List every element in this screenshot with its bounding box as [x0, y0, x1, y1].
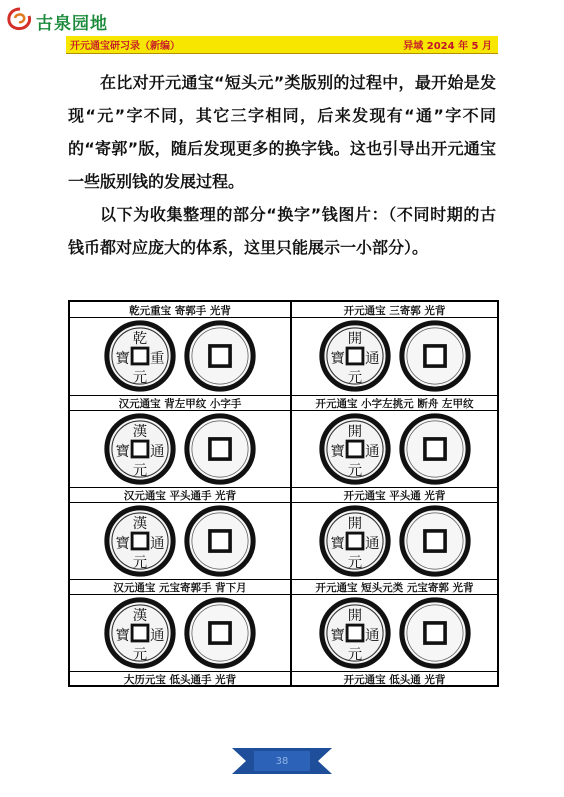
coin-obverse-image — [319, 597, 391, 669]
coin-character: 寶 — [330, 628, 345, 645]
coin-character: 寶 — [115, 351, 130, 368]
coin-character: 通 — [364, 444, 379, 461]
coin-reverse-image — [184, 597, 256, 669]
coin-character: 通 — [150, 444, 165, 461]
coin-caption: 开元通宝 平头通 光背 — [343, 490, 446, 502]
coin-character: 寶 — [115, 536, 130, 553]
coin-character: 開 — [347, 424, 362, 441]
coin-caption: 开元通宝 小字左挑元 断舟 左甲纹 — [315, 398, 474, 410]
coin-character: 通 — [364, 628, 379, 645]
header-issue-date: 异域 2024 年 5 月 — [403, 41, 492, 52]
coin-reverse-image — [399, 413, 471, 485]
coin-character: 寶 — [330, 351, 345, 368]
coin-character: 通 — [150, 628, 165, 645]
coin-character: 漢 — [132, 608, 148, 625]
page-number-badge — [232, 748, 332, 774]
coin-character: 元 — [347, 462, 362, 479]
grid-divider-horizontal — [70, 502, 497, 503]
site-logo — [6, 6, 126, 32]
coin-character: 開 — [347, 331, 362, 348]
coin-reverse-image — [184, 320, 256, 392]
coin-character: 漢 — [132, 516, 148, 533]
logo-swirl-icon — [6, 6, 34, 32]
coin-caption: 开元通宝 低头通 光背 — [343, 674, 446, 686]
coin-reverse-image — [184, 413, 256, 485]
coin-character: 元 — [132, 462, 148, 479]
page-number: 38 — [275, 756, 289, 767]
coin-character: 元 — [347, 646, 362, 663]
coin-character: 重 — [150, 351, 165, 368]
coin-image-grid — [68, 300, 499, 687]
grid-divider-horizontal — [70, 410, 497, 411]
coin-caption: 汉元通宝 平头通手 光背 — [123, 490, 237, 502]
paragraph-2: 以下为收集整理的部分“换字”钱图片：（不同时期的古钱币都对应庞大的体系，这里只能展示一小部分）。 — [68, 205, 496, 257]
coin-obverse-image — [319, 413, 391, 485]
coin-reverse-image — [399, 597, 471, 669]
grid-divider-horizontal — [70, 487, 497, 488]
coin-caption: 汉元通宝 元宝寄郭手 背下月 — [113, 582, 247, 594]
coin-character: 寶 — [330, 536, 345, 553]
coin-character: 通 — [364, 536, 379, 553]
coin-character: 元 — [132, 369, 148, 386]
grid-divider-horizontal — [70, 671, 497, 672]
grid-divider-horizontal — [70, 579, 497, 580]
coin-character: 通 — [364, 351, 379, 368]
coin-character: 元 — [347, 369, 362, 386]
coin-character: 寶 — [115, 444, 130, 461]
paragraph-1: 在比对开元通宝“短头元”类版别的过程中，最开始是发现“元”字不同，其它三字相同，后来发现有“通”字不同的“寄郭”版，随后发现更多的换字钱。这也引导出开元通宝一些版别钱的发展过程。 — [68, 73, 496, 191]
grid-divider-horizontal — [70, 594, 497, 595]
coin-caption: 开元通宝 短头元类 元宝寄郭 光背 — [315, 582, 474, 594]
coin-character: 元 — [347, 554, 362, 571]
coin-caption: 汉元通宝 背左甲纹 小字手 — [118, 398, 242, 410]
coin-character: 寶 — [330, 444, 345, 461]
grid-divider-horizontal — [70, 317, 497, 318]
coin-obverse-image — [104, 505, 176, 577]
coin-character: 寶 — [115, 628, 130, 645]
coin-character: 元 — [132, 646, 148, 663]
header-bar — [66, 36, 498, 54]
coin-reverse-image — [184, 505, 256, 577]
coin-character: 乾 — [132, 331, 148, 348]
coin-reverse-image — [399, 505, 471, 577]
coin-obverse-image — [319, 320, 391, 392]
coin-reverse-image — [399, 320, 471, 392]
coin-character: 漢 — [132, 424, 148, 441]
header-book-title: 开元通宝研习录（新编） — [70, 41, 180, 52]
coin-obverse-image — [319, 505, 391, 577]
article-body — [68, 66, 496, 264]
coin-caption: 乾元重宝 寄郭手 光背 — [129, 305, 231, 317]
grid-divider-horizontal — [70, 395, 497, 396]
coin-caption: 开元通宝 三寄郭 光背 — [343, 305, 446, 317]
coin-caption: 大历元宝 低头通手 光背 — [123, 674, 237, 686]
coin-obverse-image — [104, 413, 176, 485]
logo-text: 古泉园地 — [36, 14, 108, 34]
coin-character: 開 — [347, 608, 362, 625]
coin-obverse-image — [104, 320, 176, 392]
coin-character: 開 — [347, 516, 362, 533]
coin-obverse-image — [104, 597, 176, 669]
coin-character: 通 — [150, 536, 165, 553]
coin-character: 元 — [132, 554, 148, 571]
